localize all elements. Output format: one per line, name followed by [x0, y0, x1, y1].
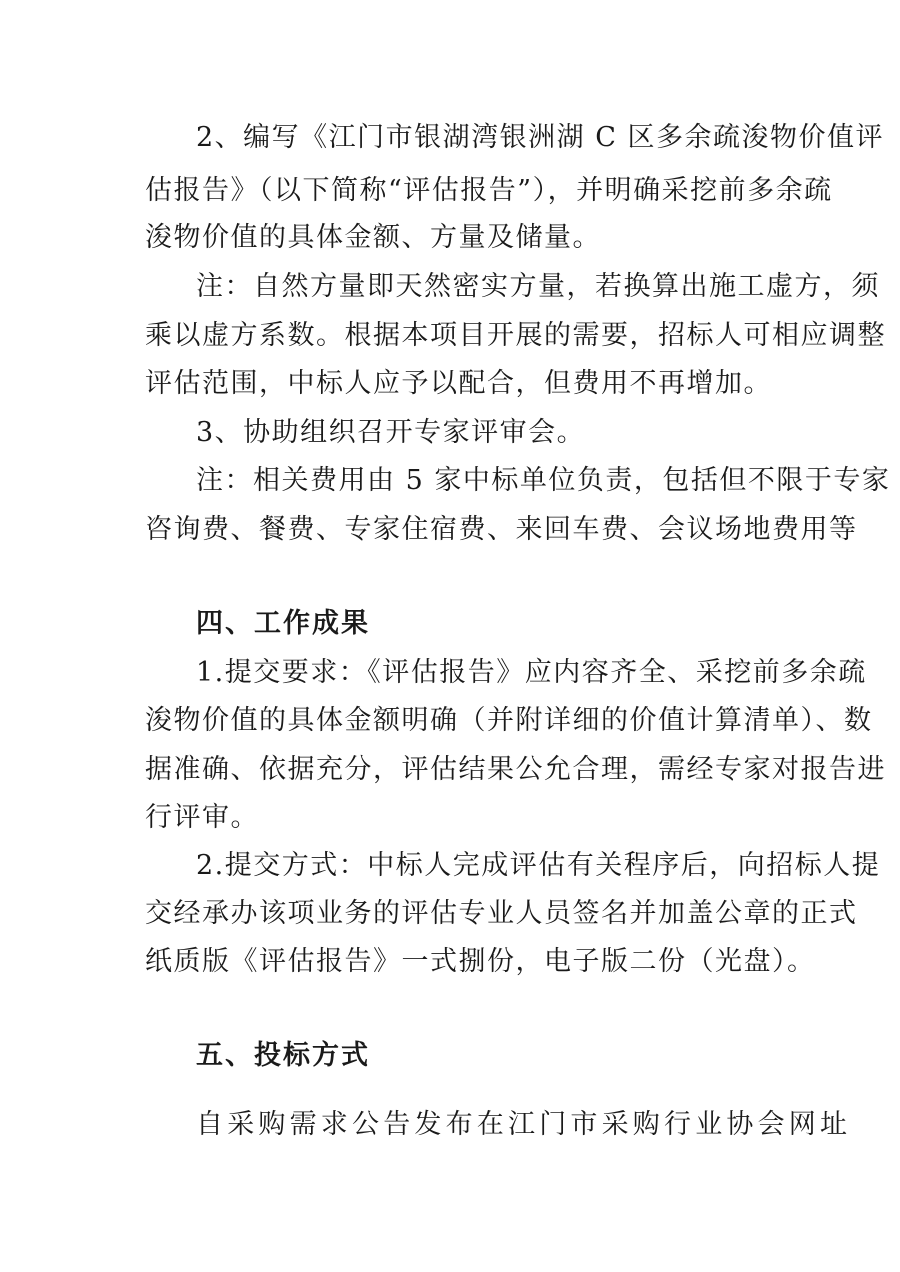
note2-line-2: 咨询费、餐费、专家住宿费、来回车费、会议场地费用等: [145, 514, 858, 545]
note1-line-2: 乘以虚方系数。根据本项目开展的需要，招标人可相应调整: [145, 320, 886, 351]
section4-heading: 四、工作成果: [196, 608, 370, 639]
note2-line-1: 注：相关费用由 5 家中标单位负责，包括但不限于专家: [196, 465, 891, 496]
item2-line-3: 浚物价值的具体金额、方量及储量。: [145, 222, 601, 253]
section4-req-line-3: 据准确、依据充分，评估结果公允合理，需经专家对报告进: [145, 754, 886, 785]
section4-method-line-2: 交经承办该项业务的评估专业人员签名并加盖公章的正式: [145, 898, 858, 929]
section5-line-1: 自采购需求公告发布在江门市采购行业协会网址: [196, 1109, 852, 1140]
section4-method-line-3: 纸质版《评估报告》一式捌份，电子版二份（光盘）。: [145, 946, 816, 977]
note1-line-1: 注：自然方量即天然密实方量，若换算出施工虚方，须: [196, 271, 880, 302]
item2-line-2: 估报告》（以下简称“评估报告”），并明确采挖前多余疏: [145, 175, 833, 206]
section4-req-line-2: 浚物价值的具体金额明确（并附详细的价值计算清单）、数: [145, 705, 873, 736]
item2-line-1: 2、编写《江门市银湖湾银洲湖 C 区多余疏浚物价值评: [196, 122, 885, 153]
section4-req-line-4: 行评审。: [145, 802, 259, 833]
note1-line-3: 评估范围，中标人应予以配合，但费用不再增加。: [145, 368, 772, 399]
section5-heading: 五、投标方式: [196, 1040, 370, 1071]
item3-line: 3、协助组织召开专家评审会。: [196, 417, 586, 448]
section4-req-line-1: 1.提交要求：《评估报告》应内容齐全、采挖前多余疏: [196, 657, 867, 688]
section4-method-line-1: 2.提交方式：中标人完成评估有关程序后，向招标人提: [196, 850, 881, 881]
